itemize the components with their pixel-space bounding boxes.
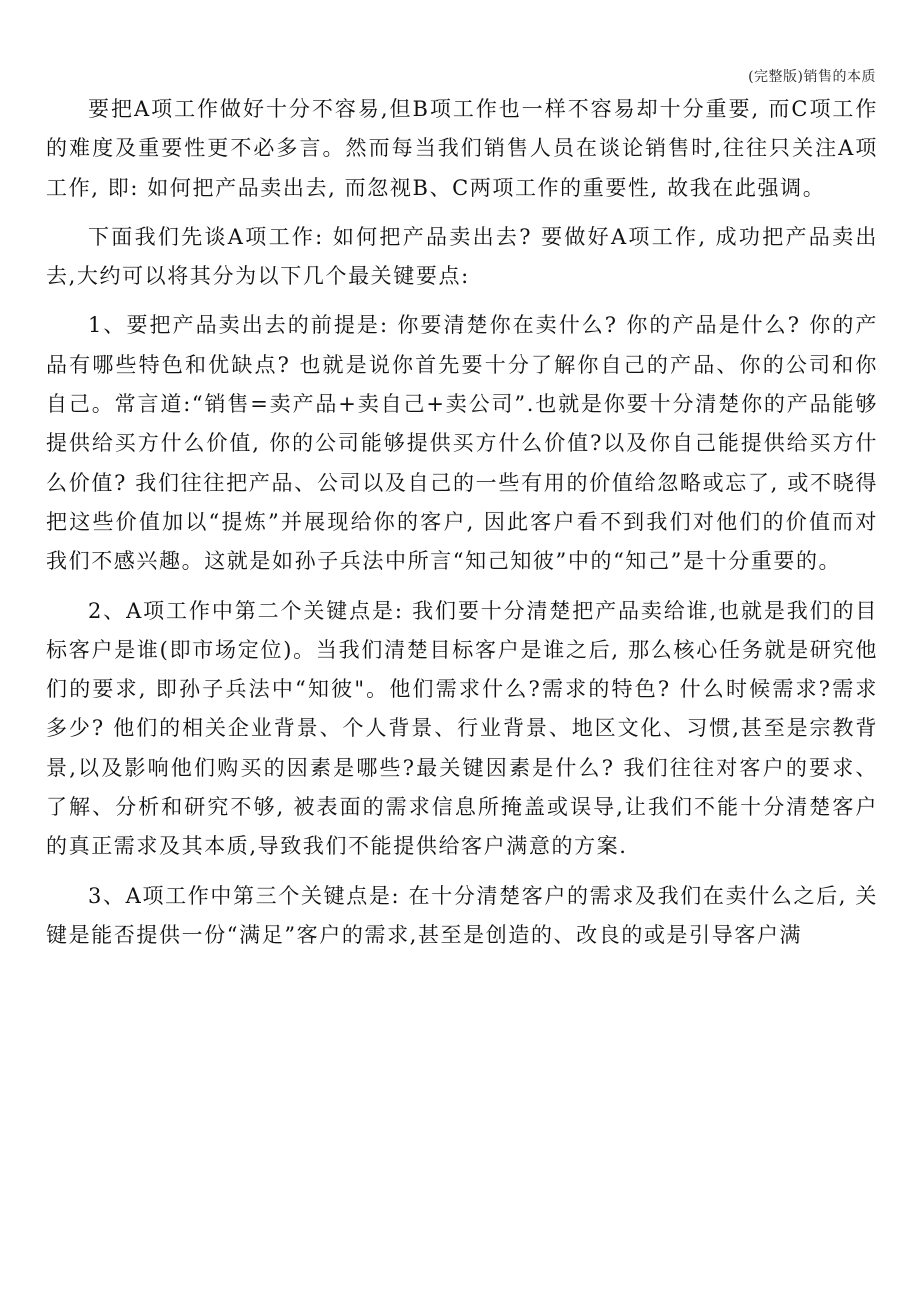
document-header-title: (完整版)销售的本质 [748,69,876,85]
paragraph-1: 要把A项工作做好十分不容易,但B项工作也一样不容易却十分重要, 而C项工作的难度及重要性更不必多言。然而每当我们销售人员在谈论销售时,往往只关注A项工作, 即: 如何把产品卖出去, 而忽视B、C两项工作的重要性, 故我在此强调。 [46,97,878,200]
paragraph-2: 下面我们先谈A项工作: 如何把产品卖出去? 要做好A项工作, 成功把产品卖出去,大约可以将其分为以下几个最关键要点: [46,224,878,289]
paragraph-3: 1、要把产品卖出去的前提是: 你要清楚你在卖什么? 你的产品是什么? 你的产品有哪些特色和优缺点? 也就是说你首先要十分了解你自己的产品、你的公司和你自己。常言道:“销售=卖产品+卖自己+卖公司”.也就是你要十分清楚你的产品能够提供给买方什么价值, 你的公司能够提供买方什么价值?以及你自己能提供给买方什么价值? 我们往往把产品、公司以及自己的一些有用的价值给忽略或忘了, 或不晓得把这些价值加以“提炼”并展现给你的客户, 因此客户看不到我们对他们的价值而对我们不感兴趣。这就是如孙子兵法中所言“知己知彼”中的“知己”是十分重要的。 [46,313,878,574]
paragraph-5: 3、A项工作中第三个关键点是: 在十分清楚客户的需求及我们在卖什么之后, 关键是能否提供一份“满足”客户的需求,甚至是创造的、改良的或是引导客户满 [46,883,878,947]
document-body [46,90,878,955]
paragraph-4: 2、A项工作中第二个关键点是: 我们要十分清楚把产品卖给谁,也就是我们的目标客户是谁(即市场定位)。当我们清楚目标客户是谁之后, 那么核心任务就是研究他们的要求, 即孙子兵法中“知彼"。他们需求什么?需求的特色? 什么时候需求?需求多少? 他们的相关企业背景、个人背景、行业背景、地区文化、习惯,甚至是宗教背景,以及影响他们购买的因素是哪些?最关键因素是什么? 我们往往对客户的要求、了解、分析和研究不够, 被表面的需求信息所掩盖或误导,让我们不能十分清楚客户的真正需求及其本质,导致我们不能提供给客户满意的方案. [46,598,878,859]
